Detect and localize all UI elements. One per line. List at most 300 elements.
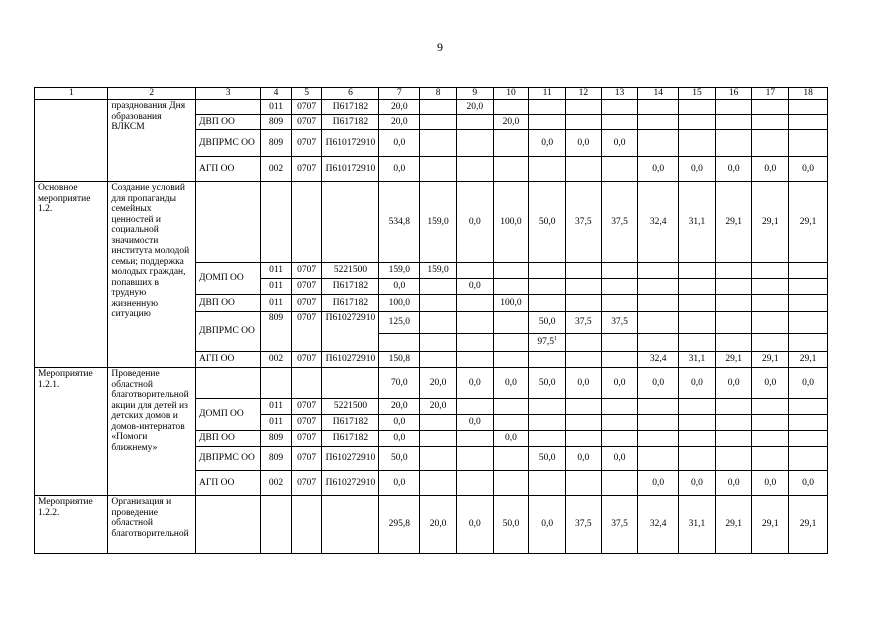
value-cell-col-7: 70,0 [379, 368, 420, 399]
value-cell-col-8 [420, 471, 457, 496]
value-cell-col-18 [789, 447, 828, 471]
value-cell-col-15 [679, 399, 716, 415]
value-cell-col-7: 50,0 [379, 447, 420, 471]
target-code-cell: П610272910 [322, 312, 379, 352]
value-cell-col-11 [529, 115, 566, 130]
column-number-13: 13 [601, 88, 638, 100]
value-cell-col-12: 0,0 [565, 368, 601, 399]
ministry-code-cell: 809 [261, 431, 292, 447]
value-cell-col-11 [529, 295, 566, 312]
value-cell-col-9 [456, 115, 493, 130]
value-cell-col-12 [565, 334, 601, 352]
value-cell-col-15 [679, 431, 716, 447]
agency-cell: АГП ОО [196, 352, 261, 368]
section-code-cell: 0707 [291, 399, 322, 415]
ministry-code-cell: 011 [261, 100, 292, 115]
value-cell-col-12: 37,5 [565, 182, 601, 263]
value-cell-col-14: 0,0 [638, 157, 679, 182]
target-code-cell: П610272910 [322, 471, 379, 496]
value-cell-col-14 [638, 312, 679, 334]
value-cell-col-10 [493, 157, 529, 182]
value-cell-col-8 [420, 100, 457, 115]
value-cell-col-8: 159,0 [420, 263, 457, 279]
activity-description-cell: Проведение областной благотворительной акции для детей из детских домов и домов-интернатов «Помоги ближнему» [108, 368, 196, 496]
value-cell-col-7: 0,0 [379, 130, 420, 157]
column-number-7: 7 [379, 88, 420, 100]
value-cell-col-8 [420, 295, 457, 312]
ministry-code-cell: 002 [261, 352, 292, 368]
value-cell-col-11: 50,0 [529, 182, 566, 263]
value-cell-col-14 [638, 100, 679, 115]
table-row [35, 182, 828, 263]
value-cell-col-16 [715, 279, 752, 295]
value-cell-col-12: 37,5 [565, 496, 601, 554]
value-cell-col-15 [679, 312, 716, 334]
target-code-cell: П617182 [322, 100, 379, 115]
value-cell-col-8 [420, 352, 457, 368]
value-cell-col-9 [456, 447, 493, 471]
value-cell-col-15: 0,0 [679, 157, 716, 182]
value-cell-col-13 [601, 334, 638, 352]
value-cell-col-14 [638, 447, 679, 471]
value-cell-col-13 [601, 263, 638, 279]
value-cell-col-18 [789, 312, 828, 334]
value-cell-col-15 [679, 130, 716, 157]
ministry-code-cell [261, 368, 292, 399]
ministry-code-cell: 809 [261, 115, 292, 130]
footnote-marker: 1 [553, 336, 557, 343]
value-cell-col-18: 0,0 [789, 471, 828, 496]
value-cell-col-13 [601, 115, 638, 130]
value-cell-col-9 [456, 312, 493, 334]
table-row [35, 368, 828, 399]
column-number-18: 18 [789, 88, 828, 100]
agency-cell: АГП ОО [196, 157, 261, 182]
column-number-2: 2 [108, 88, 196, 100]
value-cell-col-12 [565, 279, 601, 295]
section-code-cell: 0707 [291, 295, 322, 312]
value-cell-col-17: 29,1 [752, 352, 789, 368]
value-cell-col-7: 20,0 [379, 100, 420, 115]
value-cell-col-17: 29,1 [752, 496, 789, 554]
value-cell-col-14 [638, 130, 679, 157]
value-cell-col-17 [752, 415, 789, 431]
value-cell-col-7: 0,0 [379, 157, 420, 182]
value-cell-col-9 [456, 334, 493, 352]
value-cell-col-12 [565, 352, 601, 368]
value-cell-col-9: 20,0 [456, 100, 493, 115]
value-cell-col-10 [493, 447, 529, 471]
value-cell-col-18 [789, 263, 828, 279]
value-cell-col-9: 0,0 [456, 368, 493, 399]
section-code-cell: 0707 [291, 312, 322, 352]
value-cell-col-13: 0,0 [601, 368, 638, 399]
target-code-cell [322, 182, 379, 263]
column-number-16: 16 [715, 88, 752, 100]
value-cell-col-15 [679, 100, 716, 115]
value-cell-col-12: 0,0 [565, 130, 601, 157]
ministry-code-cell: 011 [261, 263, 292, 279]
value-cell-col-10 [493, 130, 529, 157]
value-cell-col-11 [529, 352, 566, 368]
activity-description-cell: Создание условий для пропаганды семейных ценностей и социальной значимости института молодой семьи; поддержка молодых граждан, попавших в трудную жизненную ситуацию [108, 182, 196, 368]
ministry-code-cell: 011 [261, 399, 292, 415]
value-cell-col-15 [679, 447, 716, 471]
section-code-cell: 0707 [291, 447, 322, 471]
value-cell-col-13 [601, 157, 638, 182]
value-cell-col-8 [420, 431, 457, 447]
activity-name-cell: Основное мероприятие 1.2. [35, 182, 108, 368]
value-cell-col-12: 0,0 [565, 447, 601, 471]
value-cell-col-17: 0,0 [752, 368, 789, 399]
value-cell-col-7: 534,8 [379, 182, 420, 263]
value-cell-col-15 [679, 115, 716, 130]
section-code-cell: 0707 [291, 115, 322, 130]
value-cell-col-13 [601, 399, 638, 415]
value-cell-col-7: 159,0 [379, 263, 420, 279]
column-number-5: 5 [291, 88, 322, 100]
value-cell-col-18 [789, 279, 828, 295]
value-cell-col-11: 50,0 [529, 312, 566, 334]
value-cell-col-11 [529, 263, 566, 279]
value-cell-col-7: 0,0 [379, 431, 420, 447]
value-cell-col-17 [752, 399, 789, 415]
value-cell-col-10: 100,0 [493, 295, 529, 312]
agency-cell: ДВП ОО [196, 115, 261, 130]
value-cell-col-9: 0,0 [456, 415, 493, 431]
value-cell-col-7: 125,0 [379, 312, 420, 334]
value-cell-col-8: 20,0 [420, 496, 457, 554]
value-cell-col-11 [529, 279, 566, 295]
value-cell-col-16: 29,1 [715, 496, 752, 554]
ministry-code-cell: 002 [261, 471, 292, 496]
target-code-cell: П617182 [322, 115, 379, 130]
agency-cell [196, 100, 261, 115]
ministry-code-cell: 809 [261, 312, 292, 352]
value-cell-col-7: 20,0 [379, 115, 420, 130]
activity-name-cell: Мероприятие 1.2.2. [35, 496, 108, 554]
value-cell-col-7: 20,0 [379, 399, 420, 415]
value-cell-col-14 [638, 279, 679, 295]
value-cell-col-9: 0,0 [456, 496, 493, 554]
value-cell-col-14 [638, 295, 679, 312]
value-cell-col-18: 0,0 [789, 157, 828, 182]
column-number-10: 10 [493, 88, 529, 100]
value-cell-col-14 [638, 399, 679, 415]
value-cell-col-13: 0,0 [601, 130, 638, 157]
value-cell-col-8 [420, 447, 457, 471]
value-cell-col-12 [565, 295, 601, 312]
value-cell-col-8 [420, 279, 457, 295]
value-cell-col-12 [565, 100, 601, 115]
agency-cell [196, 368, 261, 399]
value-cell-col-14 [638, 415, 679, 431]
target-code-cell: П610172910 [322, 157, 379, 182]
agency-cell: ДОМП ОО [196, 263, 261, 295]
value-cell-col-16 [715, 100, 752, 115]
value-cell-col-18 [789, 399, 828, 415]
value-cell-col-17 [752, 431, 789, 447]
column-number-11: 11 [529, 88, 566, 100]
value-cell-col-14 [638, 431, 679, 447]
column-number-12: 12 [565, 88, 601, 100]
value-cell-col-16 [715, 399, 752, 415]
value-cell-col-17: 29,1 [752, 182, 789, 263]
value-cell-col-10 [493, 352, 529, 368]
value-cell-col-13: 0,0 [601, 447, 638, 471]
header-row [35, 88, 828, 100]
value-cell-col-8: 159,0 [420, 182, 457, 263]
value-cell-col-8: 20,0 [420, 399, 457, 415]
value-cell-col-7: 0,0 [379, 279, 420, 295]
value-cell-col-11: 50,0 [529, 447, 566, 471]
value-cell-col-13 [601, 279, 638, 295]
column-number-1: 1 [35, 88, 108, 100]
value-cell-col-11 [529, 100, 566, 115]
section-code-cell: 0707 [291, 130, 322, 157]
value-cell-col-15: 31,1 [679, 182, 716, 263]
target-code-cell: 5221500 [322, 399, 379, 415]
section-code-cell [291, 368, 322, 399]
target-code-cell: П610272910 [322, 352, 379, 368]
value-cell-col-8 [420, 312, 457, 334]
value-cell-col-17 [752, 100, 789, 115]
value-cell-col-9 [456, 352, 493, 368]
section-code-cell: 0707 [291, 263, 322, 279]
target-code-cell: П617182 [322, 415, 379, 431]
section-code-cell: 0707 [291, 471, 322, 496]
activity-name-cell: Мероприятие 1.2.1. [35, 368, 108, 496]
column-number-3: 3 [196, 88, 261, 100]
value-cell-col-10 [493, 471, 529, 496]
value-cell-col-7: 0,0 [379, 415, 420, 431]
value-cell-col-8 [420, 415, 457, 431]
value-cell-col-12 [565, 415, 601, 431]
value-cell-col-16: 0,0 [715, 157, 752, 182]
column-number-17: 17 [752, 88, 789, 100]
value-cell-col-10 [493, 334, 529, 352]
agency-cell: ДВПРМС ОО [196, 130, 261, 157]
value-cell-col-7 [379, 334, 420, 352]
value-cell-col-11 [529, 399, 566, 415]
value-cell-col-9 [456, 471, 493, 496]
value-cell-col-13 [601, 415, 638, 431]
value-cell-col-10: 100,0 [493, 182, 529, 263]
value-cell-col-15 [679, 295, 716, 312]
value-cell-col-12 [565, 115, 601, 130]
value-cell-col-12 [565, 399, 601, 415]
value-cell-col-11 [529, 157, 566, 182]
section-code-cell: 0707 [291, 100, 322, 115]
value-cell-col-16 [715, 431, 752, 447]
target-code-cell: П617182 [322, 431, 379, 447]
value-cell-col-15 [679, 263, 716, 279]
column-number-9: 9 [456, 88, 493, 100]
value-cell-col-10 [493, 263, 529, 279]
value-cell-col-10 [493, 312, 529, 334]
column-number-14: 14 [638, 88, 679, 100]
target-code-cell: П617182 [322, 279, 379, 295]
value-cell-col-16 [715, 334, 752, 352]
value-cell-col-15: 31,1 [679, 496, 716, 554]
value-cell-col-17 [752, 263, 789, 279]
value-cell-col-11: 50,0 [529, 368, 566, 399]
value-cell-col-13 [601, 471, 638, 496]
section-code-cell [291, 496, 322, 554]
value-cell-col-9: 0,0 [456, 182, 493, 263]
ministry-code-cell: 011 [261, 295, 292, 312]
value-cell-col-9 [456, 431, 493, 447]
value-cell-col-17 [752, 334, 789, 352]
value-cell-col-12 [565, 263, 601, 279]
value-cell-col-7: 0,0 [379, 471, 420, 496]
ministry-code-cell: 809 [261, 447, 292, 471]
target-code-cell: П610272910 [322, 447, 379, 471]
value-cell-col-10: 50,0 [493, 496, 529, 554]
value-cell-col-17 [752, 312, 789, 334]
value-cell-col-12 [565, 431, 601, 447]
target-code-cell [322, 368, 379, 399]
value-cell-col-17 [752, 447, 789, 471]
value-cell-col-11 [529, 334, 566, 352]
value-cell-col-16 [715, 263, 752, 279]
value-cell-col-14 [638, 334, 679, 352]
value-text: 97,5 [537, 337, 554, 348]
value-cell-col-18 [789, 334, 828, 352]
value-cell-col-18 [789, 431, 828, 447]
agency-cell: ДВПРМС ОО [196, 447, 261, 471]
section-code-cell: 0707 [291, 352, 322, 368]
agency-cell: ДВП ОО [196, 431, 261, 447]
ministry-code-cell: 809 [261, 130, 292, 157]
value-cell-col-9 [456, 295, 493, 312]
value-cell-col-16 [715, 415, 752, 431]
value-cell-col-16: 29,1 [715, 182, 752, 263]
value-cell-col-13 [601, 431, 638, 447]
value-cell-col-16: 29,1 [715, 352, 752, 368]
value-cell-col-11 [529, 471, 566, 496]
value-cell-col-10 [493, 279, 529, 295]
value-cell-col-8 [420, 334, 457, 352]
ministry-code-cell: 011 [261, 279, 292, 295]
value-cell-col-16 [715, 130, 752, 157]
value-cell-col-14: 32,4 [638, 352, 679, 368]
column-number-6: 6 [322, 88, 379, 100]
activity-description-cell: празднования Дня образования ВЛКСМ [108, 100, 196, 182]
agency-cell: ДОМП ОО [196, 399, 261, 431]
value-cell-col-17 [752, 279, 789, 295]
section-code-cell [291, 182, 322, 263]
target-code-cell [322, 496, 379, 554]
value-cell-col-17: 0,0 [752, 471, 789, 496]
section-code-cell: 0707 [291, 279, 322, 295]
page-number: 9 [437, 40, 443, 54]
value-cell-col-15 [679, 334, 716, 352]
value-cell-col-9 [456, 157, 493, 182]
value-cell-col-18: 29,1 [789, 496, 828, 554]
value-cell-col-18 [789, 130, 828, 157]
value-cell-col-15: 0,0 [679, 471, 716, 496]
value-cell-col-18: 0,0 [789, 368, 828, 399]
target-code-cell: П617182 [322, 295, 379, 312]
agency-cell [196, 182, 261, 263]
value-cell-col-8: 20,0 [420, 368, 457, 399]
value-cell-col-9 [456, 263, 493, 279]
value-cell-col-7: 150,8 [379, 352, 420, 368]
value-cell-col-7: 295,8 [379, 496, 420, 554]
value-cell-col-16: 0,0 [715, 471, 752, 496]
value-cell-col-14 [638, 115, 679, 130]
value-cell-col-12: 37,5 [565, 312, 601, 334]
section-code-cell: 0707 [291, 415, 322, 431]
value-cell-col-13: 37,5 [601, 312, 638, 334]
value-cell-col-9 [456, 130, 493, 157]
value-cell-col-10 [493, 100, 529, 115]
ministry-code-cell [261, 182, 292, 263]
value-cell-col-10 [493, 399, 529, 415]
value-cell-col-11: 0,0 [529, 496, 566, 554]
value-cell-col-14: 0,0 [638, 368, 679, 399]
ministry-code-cell [261, 496, 292, 554]
value-cell-col-9: 0,0 [456, 279, 493, 295]
value-cell-col-7: 100,0 [379, 295, 420, 312]
value-cell-col-16: 0,0 [715, 368, 752, 399]
value-cell-col-15: 0,0 [679, 368, 716, 399]
activity-name-cell [35, 100, 108, 182]
value-cell-col-10: 0,0 [493, 368, 529, 399]
agency-cell: ДВП ОО [196, 295, 261, 312]
section-code-cell: 0707 [291, 157, 322, 182]
value-cell-col-13 [601, 352, 638, 368]
value-cell-col-13 [601, 295, 638, 312]
value-cell-col-18: 29,1 [789, 352, 828, 368]
value-cell-col-10: 0,0 [493, 431, 529, 447]
value-cell-col-16 [715, 115, 752, 130]
ministry-code-cell: 011 [261, 415, 292, 431]
value-cell-col-16 [715, 447, 752, 471]
table-row [35, 496, 828, 554]
value-cell-col-16 [715, 295, 752, 312]
target-code-cell: 5221500 [322, 263, 379, 279]
value-cell-col-9 [456, 399, 493, 415]
agency-cell [196, 496, 261, 554]
value-cell-col-15 [679, 415, 716, 431]
value-cell-col-8 [420, 130, 457, 157]
value-cell-col-13: 37,5 [601, 496, 638, 554]
value-cell-col-14: 32,4 [638, 182, 679, 263]
value-cell-col-14: 32,4 [638, 496, 679, 554]
value-cell-col-15 [679, 279, 716, 295]
value-cell-col-13 [601, 100, 638, 115]
value-cell-col-17 [752, 115, 789, 130]
value-cell-col-18: 29,1 [789, 182, 828, 263]
value-cell-col-14 [638, 263, 679, 279]
agency-cell: ДВПРМС ОО [196, 312, 261, 352]
column-number-8: 8 [420, 88, 457, 100]
value-cell-col-8 [420, 157, 457, 182]
value-cell-col-18 [789, 100, 828, 115]
value-cell-col-17 [752, 130, 789, 157]
column-number-4: 4 [261, 88, 292, 100]
value-cell-col-14: 0,0 [638, 471, 679, 496]
value-cell-col-11 [529, 415, 566, 431]
table-row [35, 100, 828, 115]
value-cell-col-17 [752, 295, 789, 312]
value-cell-col-11: 0,0 [529, 130, 566, 157]
value-cell-col-12 [565, 157, 601, 182]
value-cell-col-18 [789, 115, 828, 130]
value-cell-col-13: 37,5 [601, 182, 638, 263]
